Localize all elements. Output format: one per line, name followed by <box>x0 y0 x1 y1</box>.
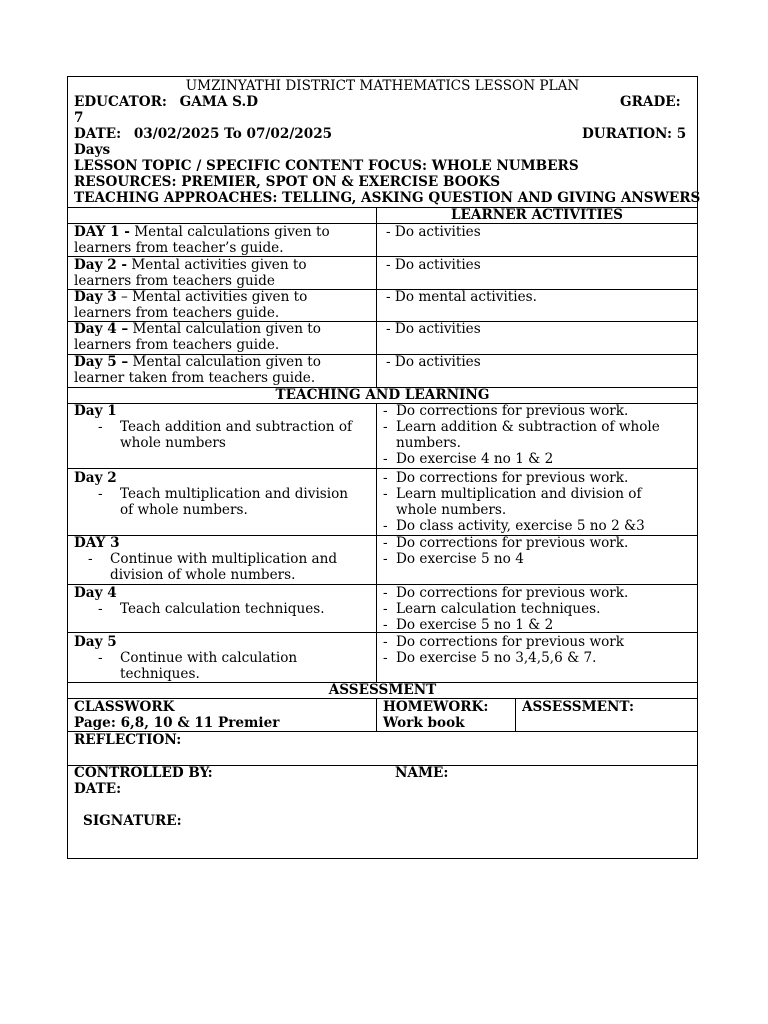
teach-line: of whole numbers. <box>120 502 248 518</box>
mental-description: Mental calculation given to <box>128 321 321 337</box>
column-divider <box>376 207 377 387</box>
teach-line: Teach calculation techniques. <box>120 601 325 617</box>
mental-description-line2: learners from teachers guide <box>74 273 275 289</box>
mental-row-text <box>74 354 321 370</box>
teach-line: whole numbers <box>120 435 226 451</box>
date-footer-label: DATE: <box>74 781 122 797</box>
learner-activity: - Do activities <box>386 321 481 337</box>
teach-line: Continue with calculation <box>120 650 298 666</box>
learner-line: Do corrections for previous work. <box>396 585 629 601</box>
bullet-dash: - <box>383 585 388 601</box>
educator-label <box>74 94 258 110</box>
lesson-plan-document <box>67 76 701 859</box>
bullet-dash: - <box>383 419 388 435</box>
day-label: Day 2 <box>74 470 117 486</box>
document-title: UMZINYATHI DISTRICT MATHEMATICS LESSON PLAN <box>185 78 580 94</box>
bullet-dash: - <box>88 551 93 567</box>
day-label: DAY 3 <box>74 535 120 551</box>
teach-line: Teach multiplication and division <box>120 486 349 502</box>
learner-line: Do corrections for previous work <box>396 634 625 650</box>
teach-line: division of whole numbers. <box>110 567 296 583</box>
teach-line: Continue with multiplication and <box>110 551 338 567</box>
day-label: Day 2 - <box>74 257 128 273</box>
divider <box>68 632 697 633</box>
bullet-dash: - <box>383 518 388 534</box>
bullet-dash: - <box>383 617 388 633</box>
learner-line: numbers. <box>396 435 461 451</box>
bullet-dash: - <box>383 601 388 617</box>
mental-description: Mental calculation given to <box>128 354 321 370</box>
educator-label-text: EDUCATOR: <box>74 94 167 110</box>
bullet-dash: - <box>98 601 103 617</box>
grade-value: 7 <box>74 110 84 126</box>
bullet-dash: - <box>98 650 103 666</box>
learner-line: Do exercise 5 no 3,4,5,6 & 7. <box>396 650 597 666</box>
date-value: 03/02/2025 To 07/02/2025 <box>133 126 333 142</box>
column-divider <box>376 403 377 682</box>
mental-description-line2: learners from teachers guide. <box>74 305 280 321</box>
homework-value: Work book <box>383 715 465 731</box>
lesson-topic: LESSON TOPIC / SPECIFIC CONTENT FOCUS: WHOLE NUMBERS <box>74 158 579 174</box>
educator-value: GAMA S.D <box>179 94 258 110</box>
bullet-dash: - <box>383 403 388 419</box>
teach-line: Teach addition and subtraction of <box>120 419 353 435</box>
learner-activity: - Do activities <box>386 257 481 273</box>
date-label-text: DATE: <box>74 126 122 142</box>
learner-activity: - Do mental activities. <box>386 289 537 305</box>
bullet-dash: - <box>383 486 388 502</box>
mental-description: – Mental activities given to <box>116 289 308 305</box>
bullet-dash: - <box>383 470 388 486</box>
date-label <box>74 126 332 142</box>
duration-value: Days <box>74 142 111 158</box>
homework-label: HOMEWORK: <box>383 699 489 715</box>
column-divider <box>515 698 516 731</box>
classwork-value: Page: 6,8, 10 & 11 Premier <box>74 715 280 731</box>
reflection-label: REFLECTION: <box>74 732 182 748</box>
learner-line: Do corrections for previous work. <box>396 535 629 551</box>
learner-line: Do exercise 5 no 1 & 2 <box>396 617 554 633</box>
learner-line: whole numbers. <box>396 502 507 518</box>
mental-row-text <box>74 257 307 273</box>
duration-label: DURATION: 5 <box>582 126 687 142</box>
learner-activity: - Do activities <box>386 224 481 240</box>
learner-activity: - Do activities <box>386 354 481 370</box>
controlled-by-label: CONTROLLED BY: <box>74 765 213 781</box>
mental-row-text <box>74 321 321 337</box>
mental-description: Mental activities given to <box>127 257 307 273</box>
teaching-approaches: TEACHING APPROACHES: TELLING, ASKING QUESTION AND GIVING ANSWERS <box>74 190 701 206</box>
bullet-dash: - <box>383 551 388 567</box>
mental-description-line2: learners from teacher’s guide. <box>74 240 284 256</box>
learner-line: Learn addition & subtraction of whole <box>396 419 660 435</box>
learner-line: Do exercise 4 no 1 & 2 <box>396 451 554 467</box>
learner-line: Do corrections for previous work. <box>396 470 629 486</box>
mental-row-text <box>74 289 307 305</box>
divider <box>68 468 697 469</box>
assessment-label: ASSESSMENT: <box>522 699 635 715</box>
day-label: Day 5 <box>74 634 117 650</box>
bullet-dash: - <box>98 486 103 502</box>
column-divider <box>376 698 377 731</box>
day-label: Day 4 – <box>74 321 129 337</box>
learner-line: Do class activity, exercise 5 no 2 &3 <box>396 518 645 534</box>
day-label: DAY 1 - <box>74 224 130 240</box>
bullet-dash: - <box>383 451 388 467</box>
day-label: Day 1 <box>74 403 117 419</box>
signature-label: SIGNATURE: <box>83 813 182 829</box>
bullet-dash: - <box>98 419 103 435</box>
learner-line: Do exercise 5 no 4 <box>396 551 524 567</box>
day-label: Day 4 <box>74 585 117 601</box>
day-label: Day 5 – <box>74 354 129 370</box>
bullet-dash: - <box>383 535 388 551</box>
learner-line: Learn calculation techniques. <box>396 601 601 617</box>
teaching-learning-header: TEACHING AND LEARNING <box>275 387 490 403</box>
mental-description-line2: learners from teachers guide. <box>74 337 280 353</box>
mental-description-line2: learner taken from teachers guide. <box>74 370 316 386</box>
classwork-label: CLASSWORK <box>74 699 175 715</box>
bullet-dash: - <box>383 634 388 650</box>
learner-activities-header: LEARNER ACTIVITIES <box>451 207 623 223</box>
learner-line: Learn multiplication and division of <box>396 486 642 502</box>
mental-description: Mental calculations given to <box>129 224 330 240</box>
assessment-header: ASSESSMENT <box>328 682 437 698</box>
mental-row-text <box>74 224 330 240</box>
teach-line: techniques. <box>120 666 200 682</box>
bullet-dash: - <box>383 650 388 666</box>
learner-line: Do corrections for previous work. <box>396 403 629 419</box>
name-label: NAME: <box>395 765 449 781</box>
resources: RESOURCES: PREMIER, SPOT ON & EXERCISE BOOKS <box>74 174 501 190</box>
day-label: Day 3 <box>74 289 117 305</box>
grade-label: GRADE: <box>620 94 681 110</box>
